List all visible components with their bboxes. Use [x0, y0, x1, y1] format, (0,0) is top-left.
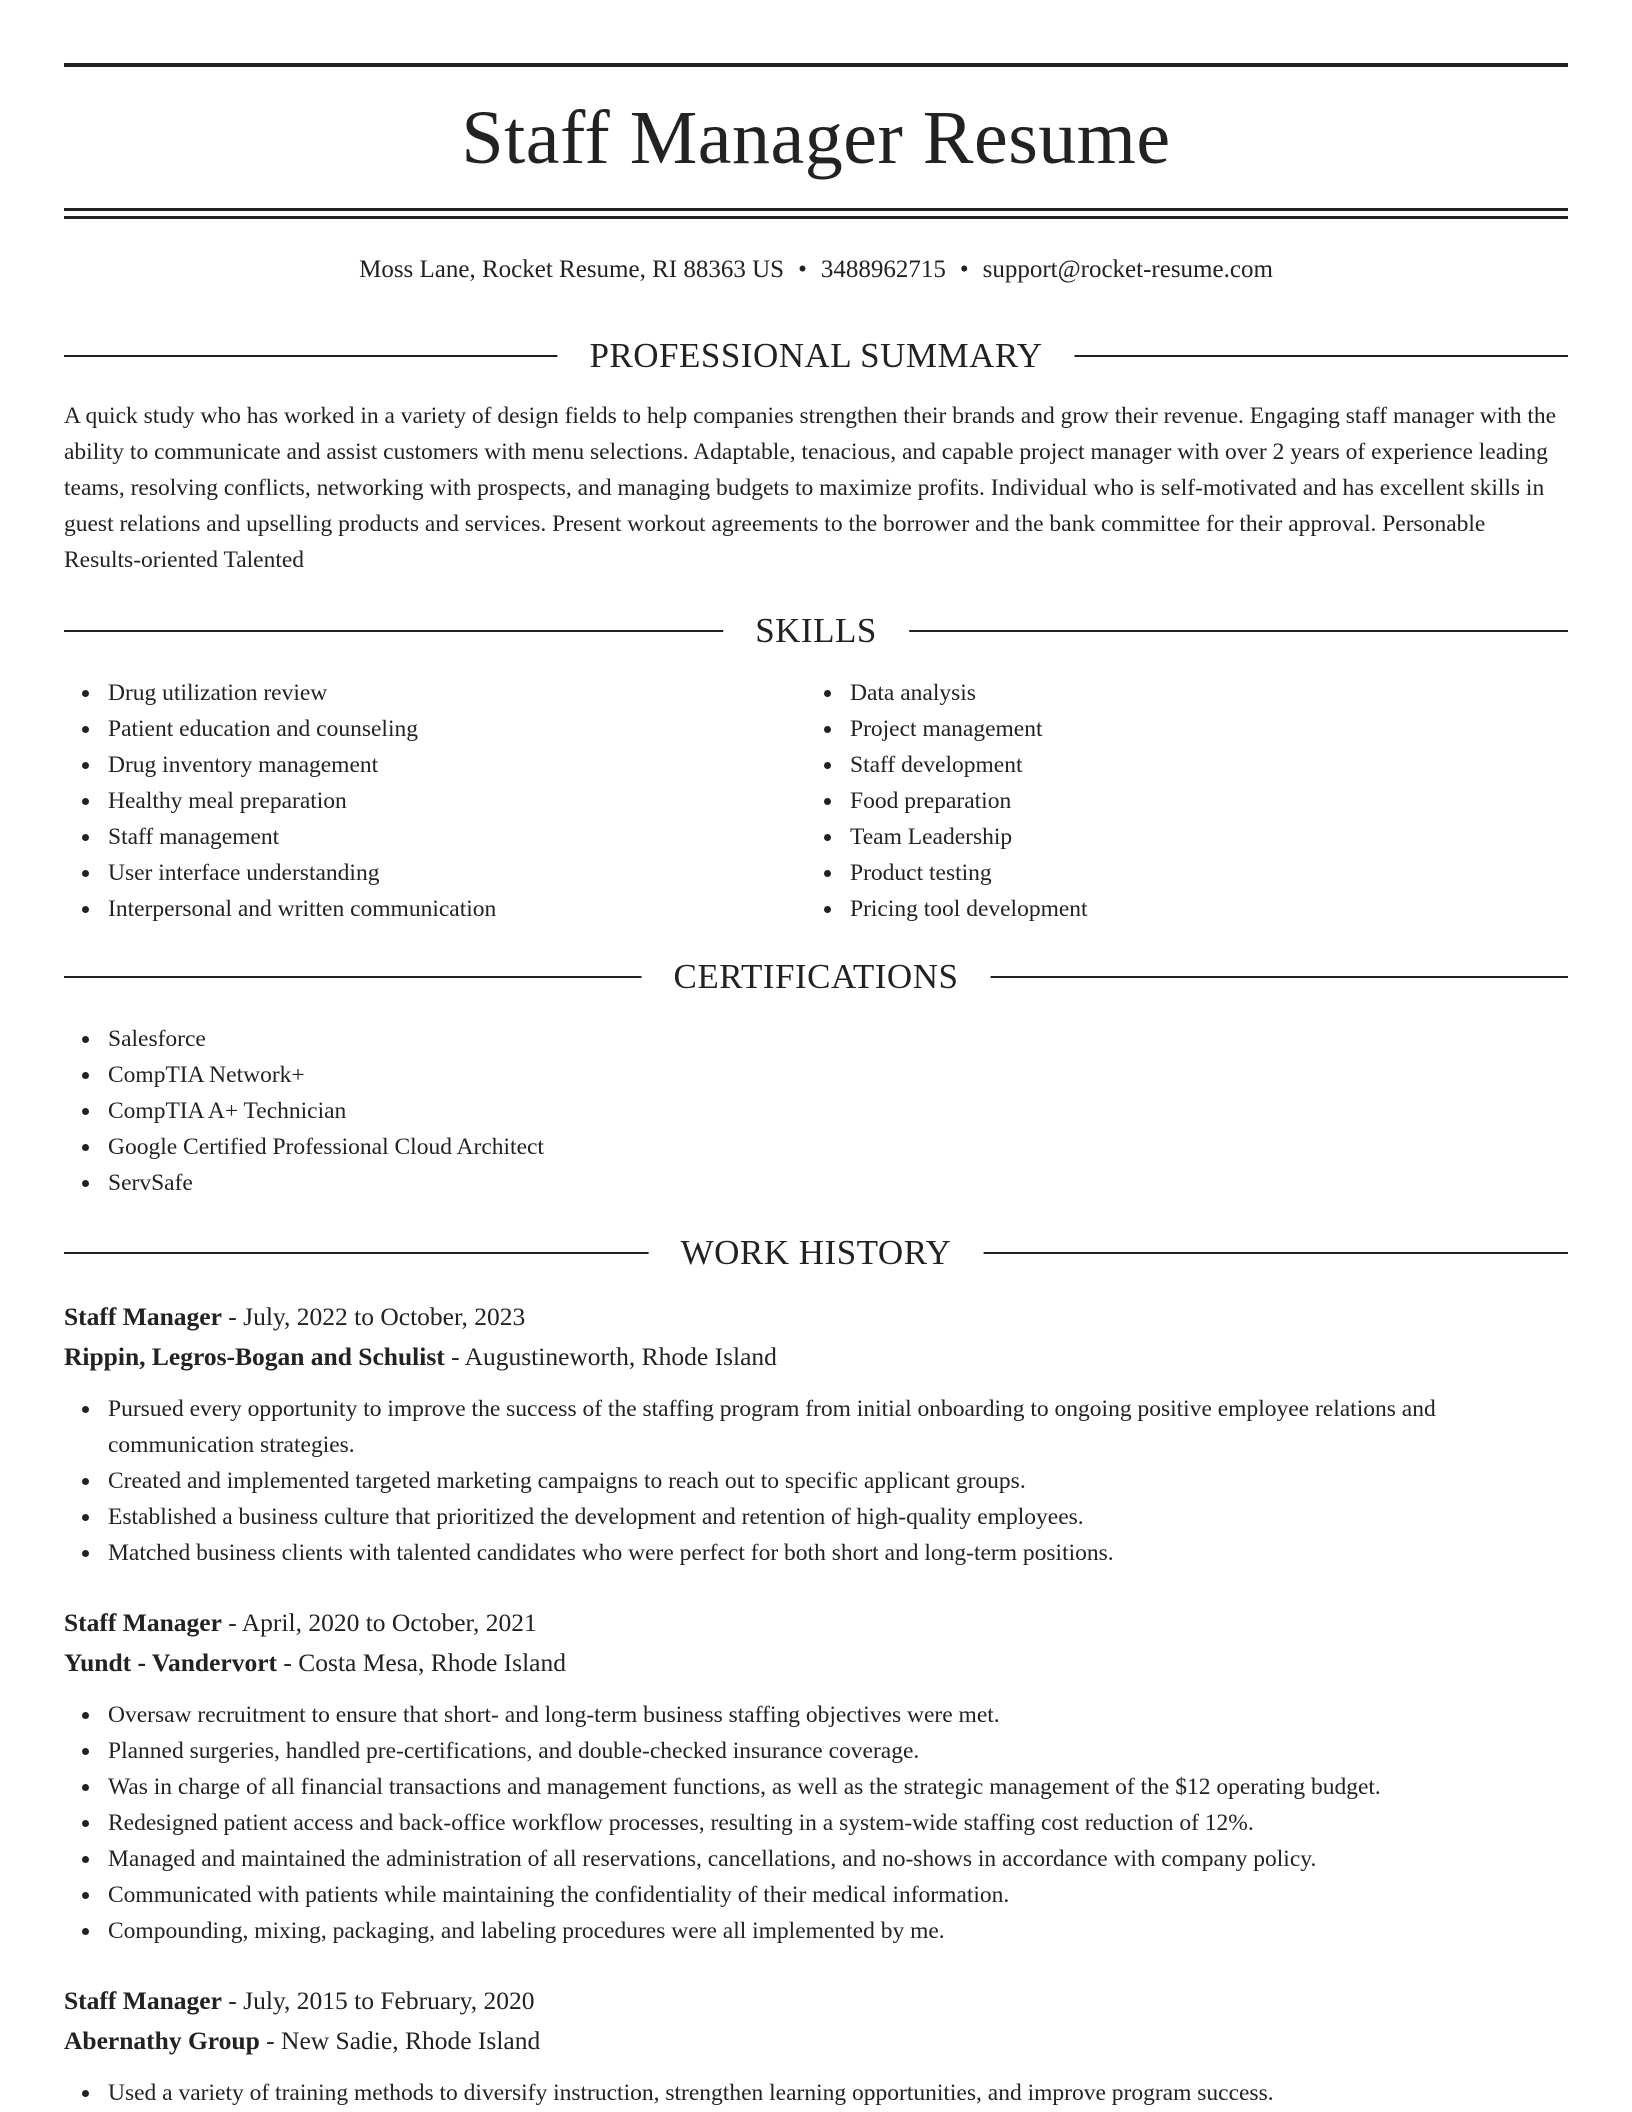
certification-item: CompTIA Network+ — [108, 1057, 1064, 1093]
skill-item: Patient education and counseling — [108, 711, 764, 747]
skill-item: Interpersonal and written communication — [108, 891, 764, 927]
job-title-row — [64, 1603, 1568, 1643]
top-rule — [64, 63, 1568, 67]
job-bullets — [64, 1391, 1568, 1571]
contact-email: support@rocket-resume.com — [982, 256, 1273, 283]
skills-list — [64, 675, 764, 927]
job-bullet: Used a variety of training methods to diversify instruction, strengthen learning opportunities, and improve program success. — [108, 2075, 1568, 2111]
skill-item: Team Leadership — [850, 819, 1506, 855]
job-entry — [64, 1297, 1568, 1571]
contact-separator: • — [959, 256, 969, 283]
job-title-row — [64, 1981, 1568, 2021]
contact-phone: 3488962715 — [820, 256, 946, 283]
job-bullet: Pursued every opportunity to improve the success of the staffing program from initial onboarding to ongoing positive employee relations and communication strategies. — [108, 1391, 1568, 1463]
job-company: Rippin, Legros-Bogan and Schulist — [64, 1342, 445, 1371]
skill-item: Staff management — [108, 819, 764, 855]
contact-line — [64, 252, 1568, 288]
job-company-row — [64, 1337, 1568, 1377]
job-dates: - July, 2022 to October, 2023 — [221, 1302, 526, 1331]
job-bullet: Created and implemented targeted marketing campaigns to reach out to specific applicant groups. — [108, 1463, 1568, 1499]
section-heading-skills — [64, 609, 1568, 653]
section-title: CERTIFICATIONS — [642, 955, 991, 999]
skills-right-column — [806, 675, 1506, 927]
skill-item: Drug utilization review — [108, 675, 764, 711]
job-bullet: Redesigned patient access and back-office workflow processes, resulting in a system-wide staffing cost reduction of 12%. — [108, 1805, 1568, 1841]
skill-item: Project management — [850, 711, 1506, 747]
certification-item: ServSafe — [108, 1165, 1064, 1201]
skills-left-column — [64, 675, 764, 927]
job-entry — [64, 1981, 1568, 2111]
section-heading-certifications — [64, 955, 1568, 999]
job-bullet: Compounding, mixing, packaging, and labeling procedures were all implemented by me. — [108, 1913, 1568, 1949]
job-bullet: Managed and maintained the administration of all reservations, cancellations, and no-shows in accordance with company policy. — [108, 1841, 1568, 1877]
job-company-row — [64, 1643, 1568, 1683]
skill-item: Healthy meal preparation — [108, 783, 764, 819]
job-title: Staff Manager — [64, 1986, 222, 2015]
skill-item: Drug inventory management — [108, 747, 764, 783]
job-bullet: Communicated with patients while maintaining the confidentiality of their medical information. — [108, 1877, 1568, 1913]
certification-item: CompTIA A+ Technician — [108, 1093, 1064, 1129]
job-bullets — [64, 2075, 1568, 2111]
job-bullet: Matched business clients with talented candidates who were perfect for both short and long-term positions. — [108, 1535, 1568, 1571]
job-location: - Augustineworth, Rhode Island — [444, 1342, 777, 1371]
job-bullet: Oversaw recruitment to ensure that short- and long-term business staffing objectives were met. — [108, 1697, 1568, 1733]
skill-item: Pricing tool development — [850, 891, 1506, 927]
job-bullet: Was in charge of all financial transactions and management functions, as well as the strategic management of the $12 operating budget. — [108, 1769, 1568, 1805]
job-company: Yundt - Vandervort — [64, 1648, 278, 1677]
certifications-block — [64, 1021, 1064, 1201]
job-bullet: Established a business culture that prioritized the development and retention of high-quality employees. — [108, 1499, 1568, 1535]
job-location: - Costa Mesa, Rhode Island — [277, 1648, 566, 1677]
job-title-row — [64, 1297, 1568, 1337]
summary-text: A quick study who has worked in a variety of design fields to help companies strengthen their brands and grow their revenue. Engaging staff manager with the ability to communicate and assist customers with menu selections. Adaptable, tenacious, and capable project manager with over 2 years of experience leading teams, resolving conflicts, networking with prospects, and managing budgets to maximize profits. Individual who is self-motivated and has excellent skills in guest relations and upselling products and services. Present workout agreements to the borrower and the bank committee for their approval. Personable Results-oriented Talented — [64, 403, 1557, 573]
certification-item: Google Certified Professional Cloud Architect — [108, 1129, 1064, 1165]
section-heading-summary — [64, 334, 1568, 378]
section-title: PROFESSIONAL SUMMARY — [557, 334, 1074, 378]
skill-item: Product testing — [850, 855, 1506, 891]
job-bullet: Planned surgeries, handled pre-certifications, and double-checked insurance coverage. — [108, 1733, 1568, 1769]
title-double-rule — [64, 208, 1568, 220]
job-dates: - April, 2020 to October, 2021 — [221, 1608, 537, 1637]
job-entry — [64, 1603, 1568, 1949]
skill-item: Food preparation — [850, 783, 1506, 819]
section-heading-work-history — [64, 1231, 1568, 1275]
section-title: SKILLS — [723, 609, 909, 653]
resume-title: Staff Manager Resume — [461, 96, 1171, 180]
job-location: - New Sadie, Rhode Island — [259, 2026, 541, 2055]
job-company: Abernathy Group — [64, 2026, 260, 2055]
contact-separator: • — [798, 256, 807, 283]
job-title: Staff Manager — [64, 1302, 222, 1331]
skill-item: User interface understanding — [108, 855, 764, 891]
skill-item: Data analysis — [850, 675, 1506, 711]
job-dates: - July, 2015 to February, 2020 — [221, 1986, 535, 2015]
section-title: WORK HISTORY — [649, 1231, 984, 1275]
certifications-list — [64, 1021, 1064, 1201]
skill-item: Staff development — [850, 747, 1506, 783]
skills-list — [806, 675, 1506, 927]
contact-address: Moss Lane, Rocket Resume, RI 88363 US — [359, 256, 785, 283]
job-company-row — [64, 2021, 1568, 2061]
certification-item: Salesforce — [108, 1021, 1064, 1057]
header — [64, 92, 1568, 184]
job-title: Staff Manager — [64, 1608, 222, 1637]
job-bullets — [64, 1697, 1568, 1949]
